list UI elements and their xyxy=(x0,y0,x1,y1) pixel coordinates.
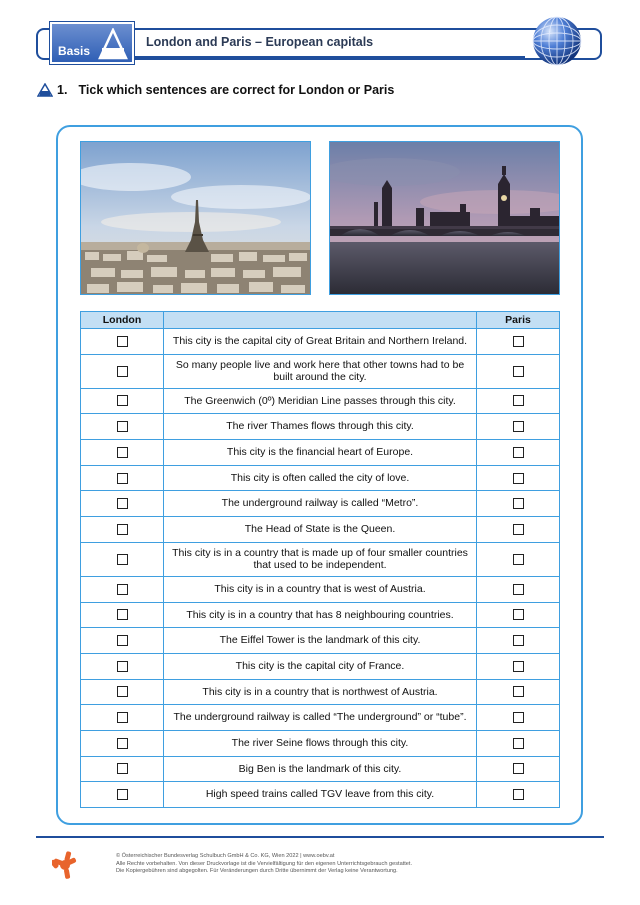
table-row xyxy=(81,756,560,782)
task-heading xyxy=(57,83,394,97)
table-row xyxy=(81,653,560,679)
paris-photo xyxy=(80,141,311,295)
footer-divider xyxy=(36,836,604,838)
paris-checkbox-cell xyxy=(477,602,560,628)
table-row xyxy=(81,705,560,731)
statement-text: So many people live and work here that other towns had to be built around the city. xyxy=(164,354,477,388)
statement-text: High speed trains called TGV leave from this city. xyxy=(164,782,477,808)
paris-checkbox-cell xyxy=(477,576,560,602)
london-checkbox[interactable] xyxy=(117,763,128,774)
london-checkbox[interactable] xyxy=(117,789,128,800)
london-checkbox-cell xyxy=(81,576,164,602)
paris-checkbox-cell xyxy=(477,679,560,705)
paris-checkbox[interactable] xyxy=(513,763,524,774)
paris-checkbox-cell xyxy=(477,354,560,388)
london-checkbox[interactable] xyxy=(117,661,128,672)
london-checkbox-cell xyxy=(81,354,164,388)
paris-checkbox-cell xyxy=(477,440,560,466)
copyright-line-2: Alle Rechte vorbehalten. Von dieser Druckvorlage ist die Vervielfältigung für den eigenen Unterrichtsgebrauch gestattet. xyxy=(116,860,413,867)
statement-text: The underground railway is called “The underground” or “tube”. xyxy=(164,705,477,731)
statement-text: This city is in a country that is northwest of Austria. xyxy=(164,679,477,705)
london-checkbox[interactable] xyxy=(117,524,128,535)
table-row xyxy=(81,782,560,808)
statement-text: The Greenwich (0º) Meridian Line passes through this city. xyxy=(164,388,477,414)
paris-checkbox[interactable] xyxy=(513,447,524,458)
london-checkbox-cell xyxy=(81,329,164,355)
london-checkbox-cell xyxy=(81,782,164,808)
paris-checkbox[interactable] xyxy=(513,609,524,620)
table-header-row xyxy=(81,312,560,329)
table-row xyxy=(81,628,560,654)
paris-checkbox-cell xyxy=(477,388,560,414)
paris-checkbox-cell xyxy=(477,653,560,679)
table-row xyxy=(81,730,560,756)
paris-checkbox-cell xyxy=(477,414,560,440)
london-photo xyxy=(329,141,560,295)
table-row xyxy=(81,491,560,517)
paris-checkbox-cell xyxy=(477,628,560,654)
page-title: London and Paris – European capitals xyxy=(146,35,374,49)
column-header-statement xyxy=(164,312,477,329)
london-checkbox-cell xyxy=(81,465,164,491)
london-checkbox[interactable] xyxy=(117,738,128,749)
london-checkbox-cell xyxy=(81,542,164,576)
task-level-icon xyxy=(37,83,53,97)
paris-checkbox[interactable] xyxy=(513,473,524,484)
paris-checkbox[interactable] xyxy=(513,395,524,406)
statement-text: The Eiffel Tower is the landmark of this city. xyxy=(164,628,477,654)
statement-text: Big Ben is the landmark of this city. xyxy=(164,756,477,782)
paris-checkbox[interactable] xyxy=(513,366,524,377)
paris-checkbox-cell xyxy=(477,465,560,491)
task-number: 1. xyxy=(57,83,68,97)
statement-text: This city is in a country that is west of Austria. xyxy=(164,576,477,602)
paris-checkbox[interactable] xyxy=(513,584,524,595)
paris-checkbox[interactable] xyxy=(513,789,524,800)
london-checkbox-cell xyxy=(81,491,164,517)
column-header-paris: Paris xyxy=(477,312,560,329)
table-row xyxy=(81,679,560,705)
statement-text: The underground railway is called “Metro”. xyxy=(164,491,477,517)
london-checkbox[interactable] xyxy=(117,447,128,458)
publisher-logo-icon xyxy=(52,850,78,880)
london-checkbox[interactable] xyxy=(117,395,128,406)
copyright-line-1: © Österreichischer Bundesverlag Schulbuch GmbH & Co. KG, Wien 2022 | www.oebv.at xyxy=(116,853,335,859)
statement-text: This city is the capital city of France. xyxy=(164,653,477,679)
table-row xyxy=(81,388,560,414)
london-checkbox-cell xyxy=(81,628,164,654)
london-checkbox-cell xyxy=(81,388,164,414)
statement-text: The Head of State is the Queen. xyxy=(164,517,477,543)
column-header-london: London xyxy=(81,312,164,329)
statement-text: This city is often called the city of love. xyxy=(164,465,477,491)
header-divider xyxy=(135,56,525,58)
paris-checkbox-cell xyxy=(477,517,560,543)
paris-checkbox-cell xyxy=(477,730,560,756)
london-checkbox-cell xyxy=(81,705,164,731)
paris-checkbox-cell xyxy=(477,542,560,576)
london-checkbox[interactable] xyxy=(117,554,128,565)
statement-text: This city is in a country that is made up of four smaller countries that used to be independent. xyxy=(164,542,477,576)
paris-checkbox[interactable] xyxy=(513,421,524,432)
paris-checkbox-cell xyxy=(477,705,560,731)
london-checkbox[interactable] xyxy=(117,635,128,646)
london-checkbox[interactable] xyxy=(117,473,128,484)
globe-icon xyxy=(531,15,583,67)
london-checkbox-cell xyxy=(81,440,164,466)
table-row xyxy=(81,465,560,491)
table-row xyxy=(81,354,560,388)
copyright-notice xyxy=(116,853,412,876)
london-checkbox-cell xyxy=(81,602,164,628)
london-checkbox-cell xyxy=(81,756,164,782)
paris-checkbox[interactable] xyxy=(513,554,524,565)
london-checkbox-cell xyxy=(81,653,164,679)
table-row xyxy=(81,414,560,440)
london-checkbox-cell xyxy=(81,517,164,543)
paris-checkbox[interactable] xyxy=(513,738,524,749)
table-row xyxy=(81,440,560,466)
london-checkbox[interactable] xyxy=(117,584,128,595)
london-checkbox-cell xyxy=(81,414,164,440)
statement-text: This city is the financial heart of Europe. xyxy=(164,440,477,466)
paris-checkbox[interactable] xyxy=(513,498,524,509)
paris-checkbox-cell xyxy=(477,756,560,782)
london-checkbox[interactable] xyxy=(117,686,128,697)
statement-text: The river Thames flows through this city. xyxy=(164,414,477,440)
table-row xyxy=(81,602,560,628)
london-checkbox-cell xyxy=(81,679,164,705)
basis-badge-label: Basis xyxy=(58,44,91,58)
paris-checkbox[interactable] xyxy=(513,635,524,646)
statement-text: This city is the capital city of Great Britain and Northern Ireland. xyxy=(164,329,477,355)
london-checkbox[interactable] xyxy=(117,421,128,432)
paris-checkbox-cell xyxy=(477,782,560,808)
quiz-table xyxy=(80,311,560,808)
paris-checkbox[interactable] xyxy=(513,336,524,347)
london-checkbox[interactable] xyxy=(117,366,128,377)
table-row xyxy=(81,542,560,576)
paris-checkbox[interactable] xyxy=(513,524,524,535)
table-row xyxy=(81,576,560,602)
copyright-line-3: Die Kopiergebühren sind abgegolten. Für Veränderungen durch Dritte übernimmt der Verlag keine Verantwortung. xyxy=(116,868,398,875)
table-row xyxy=(81,517,560,543)
paris-checkbox[interactable] xyxy=(513,712,524,723)
london-checkbox[interactable] xyxy=(117,712,128,723)
basis-badge xyxy=(50,22,134,64)
london-checkbox[interactable] xyxy=(117,609,128,620)
triangle-level-icon xyxy=(98,28,128,60)
statement-text: This city is in a country that has 8 neighbouring countries. xyxy=(164,602,477,628)
table-row xyxy=(81,329,560,355)
task-instruction: Tick which sentences are correct for London or Paris xyxy=(78,83,395,97)
paris-checkbox[interactable] xyxy=(513,686,524,697)
london-checkbox[interactable] xyxy=(117,336,128,347)
paris-checkbox-cell xyxy=(477,329,560,355)
london-checkbox[interactable] xyxy=(117,498,128,509)
paris-checkbox[interactable] xyxy=(513,661,524,672)
london-checkbox-cell xyxy=(81,730,164,756)
statement-text: The river Seine flows through this city. xyxy=(164,730,477,756)
paris-checkbox-cell xyxy=(477,491,560,517)
